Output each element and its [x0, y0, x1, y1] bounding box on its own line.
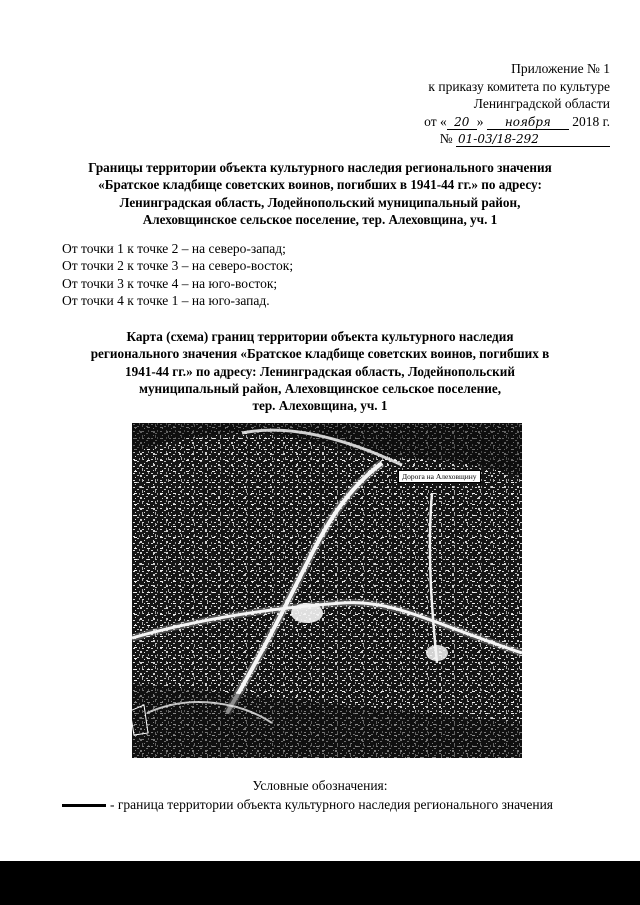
appendix-number — [350, 130, 610, 148]
appendix-region: Ленинградской области — [473, 96, 610, 111]
boundaries-title-line: «Братское кладбище советских воинов, погибших в 1941-44 гг.» по адресу: — [98, 177, 542, 193]
date-year: 2018 г. — [572, 113, 610, 129]
date-prefix: от « — [424, 113, 447, 129]
scan-bottom-border — [0, 861, 640, 905]
boundaries-title — [40, 159, 600, 228]
direction-item: От точки 2 к точке 3 – на северо-восток; — [62, 258, 294, 274]
appendix-date — [350, 113, 610, 131]
boundaries-title-line: Границы территории объекта культурного наследия регионального значения — [88, 160, 552, 175]
legend-heading: Условные обозначения: — [252, 778, 388, 793]
map-title-line: муниципальный район, Алеховщинское сельское поселение, — [138, 380, 501, 396]
handwritten-day: 20 — [447, 115, 477, 130]
legend-item — [62, 796, 632, 813]
map-title-line: регионального значения «Братское кладбище советских воинов, погибших в — [90, 346, 550, 362]
direction-item: От точки 3 к точке 4 – на юго-восток; — [62, 275, 278, 291]
map-title-line: 1941-44 гг.» по адресу: Ленинградская область, Лодейнопольский — [125, 363, 515, 379]
map-title — [40, 328, 600, 414]
appendix-order-ref: к приказу комитета по культуре — [428, 78, 610, 94]
boundary-line-symbol — [62, 804, 106, 807]
appendix-header — [350, 60, 610, 148]
boundaries-title-line: Ленинградская область, Лодейнопольский муниципальный район, — [119, 194, 521, 210]
road-label: Дорога на Алеховщину — [398, 470, 481, 483]
legend-item-label: - граница территории объекта культурного наследия регионального значения — [110, 797, 554, 812]
number-prefix: № — [439, 131, 453, 146]
handwritten-number: 01-03/18-292 — [456, 132, 610, 147]
map-title-line: тер. Алеховщина, уч. 1 — [252, 398, 388, 414]
aerial-map-image — [132, 423, 522, 758]
map-title-line: Карта (схема) границ территории объекта культурного наследия — [126, 329, 514, 344]
boundaries-title-line: Алеховщинское сельское поселение, тер. Алеховщина, уч. 1 — [142, 211, 498, 227]
handwritten-month: ноября — [487, 115, 569, 130]
date-mid: » — [476, 113, 484, 129]
point-directions-list — [62, 240, 562, 309]
direction-item: От точки 1 к точке 2 – на северо-запад; — [62, 241, 286, 256]
direction-item: От точки 4 к точке 1 – на юго-запад. — [62, 292, 270, 308]
appendix-title: Приложение № 1 — [511, 61, 610, 76]
